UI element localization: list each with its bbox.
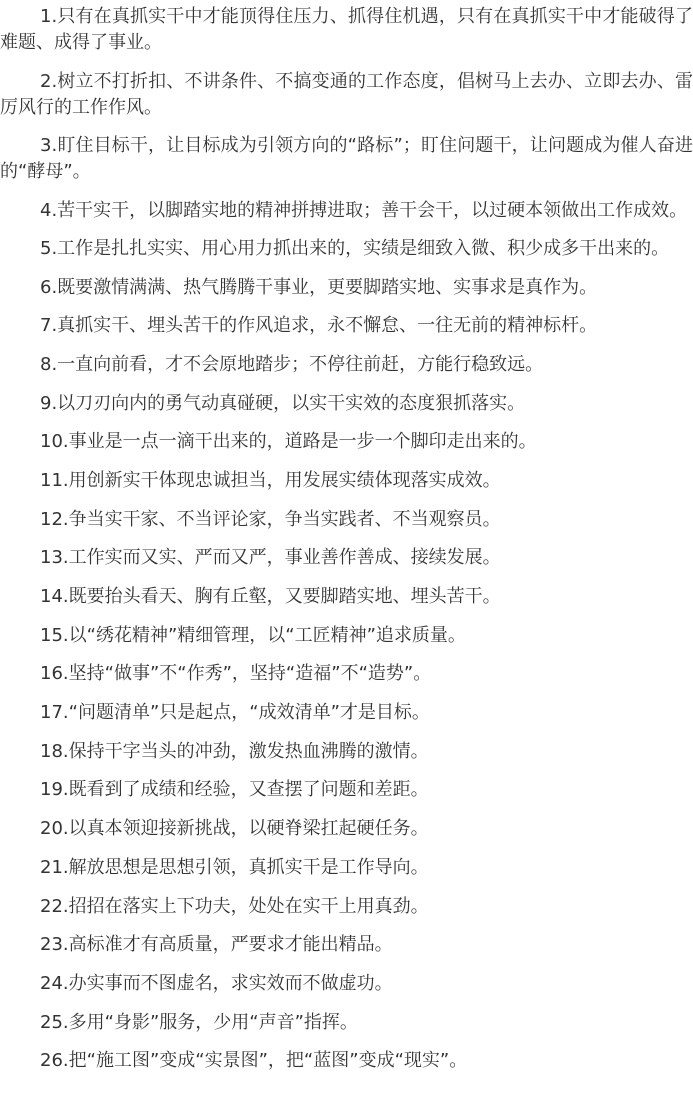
paragraph-6: 6.既要激情满满、热气腾腾干事业，更要脚踏实地、实事求是真作为。: [40, 276, 598, 298]
paragraph-26: 26.把“施工图”变成“实景图”，把“蓝图”变成“现实”。: [40, 1050, 468, 1072]
paragraph-11: 11.用创新实干体现忠诚担当，用发展实绩体现落实成效。: [40, 469, 501, 491]
paragraph-16: 16.坚持“做事”不“作秀”，坚持“造福”不“造势”。: [40, 663, 432, 685]
paragraph-7: 7.真抓实干、埋头苦干的作风追求，永不懈怠、一往无前的精神标杆。: [40, 315, 598, 337]
paragraph-14: 14.既要抬头看天、胸有丘壑，又要脚踏实地、埋头苦干。: [40, 586, 501, 607]
paragraph-3: 3.盯住目标干，让目标成为引领方向的“路标”；盯住问题干，让问题成为催人奋进的“酵母”。: [0, 135, 693, 182]
paragraph-17: 17.“问题清单”只是起点，“成效清单”才是目标。: [40, 702, 430, 724]
paragraph-2: 2.树立不打折扣、不讲条件、不搞变通的工作态度，倡树马上去办、立即去办、雷厉风行的工作作风。: [0, 70, 693, 118]
paragraph-19: 19.既看到了成绩和经验，又查摆了问题和差距。: [40, 779, 429, 801]
paragraph-21: 21.解放思想是思想引领，真抓实干是工作导向。: [40, 856, 429, 878]
paragraph-13: 13.工作实而又实、严而又严，事业善作善成、接续发展。: [40, 547, 501, 569]
paragraph-15: 15.以“绣花精神”精细管理，以“工匠精神”追求质量。: [40, 624, 466, 646]
paragraph-4: 4.苦干实干，以脚踏实地的精神拼搏进取；善干会干，以过硬本领做出工作成效。: [40, 199, 688, 221]
paragraph-23: 23.高标准才有高质量，严要求才能出精品。: [40, 934, 393, 956]
paragraph-20: 20.以真本领迎接新挑战，以硬脊梁扛起硬任务。: [40, 818, 429, 840]
paragraph-10: 10.事业是一点一滴干出来的，道路是一步一个脚印走出来的。: [40, 431, 537, 453]
document-body: [0, 4, 693, 1087]
paragraph-18: 18.保持干字当头的冲劲，激发热血沸腾的激情。: [40, 740, 429, 762]
paragraph-22: 22.招招在落实上下功夫，处处在实干上用真劲。: [40, 895, 429, 917]
paragraph-25: 25.多用“身影”服务，少用“声音”指挥。: [40, 1011, 358, 1033]
paragraph-1: 1.只有在真抓实干中才能顶得住压力、抓得住机遇，只有在真抓实干中才能破得了难题、成得了事业。: [0, 6, 693, 53]
paragraph-24: 24.办实事而不图虚名，求实效而不做虚功。: [40, 972, 393, 994]
paragraph-12: 12.争当实干家、不当评论家，争当实践者、不当观察员。: [40, 508, 501, 530]
paragraph-8: 8.一直向前看，才不会原地踏步；不停往前赶，方能行稳致远。: [40, 353, 544, 375]
paragraph-9: 9.以刀刃向内的勇气动真碰硬，以实干实效的态度狠抓落实。: [40, 392, 526, 414]
paragraph-5: 5.工作是扎扎实实、用心用力抓出来的，实绩是细致入微、积少成多干出来的。: [40, 238, 670, 259]
